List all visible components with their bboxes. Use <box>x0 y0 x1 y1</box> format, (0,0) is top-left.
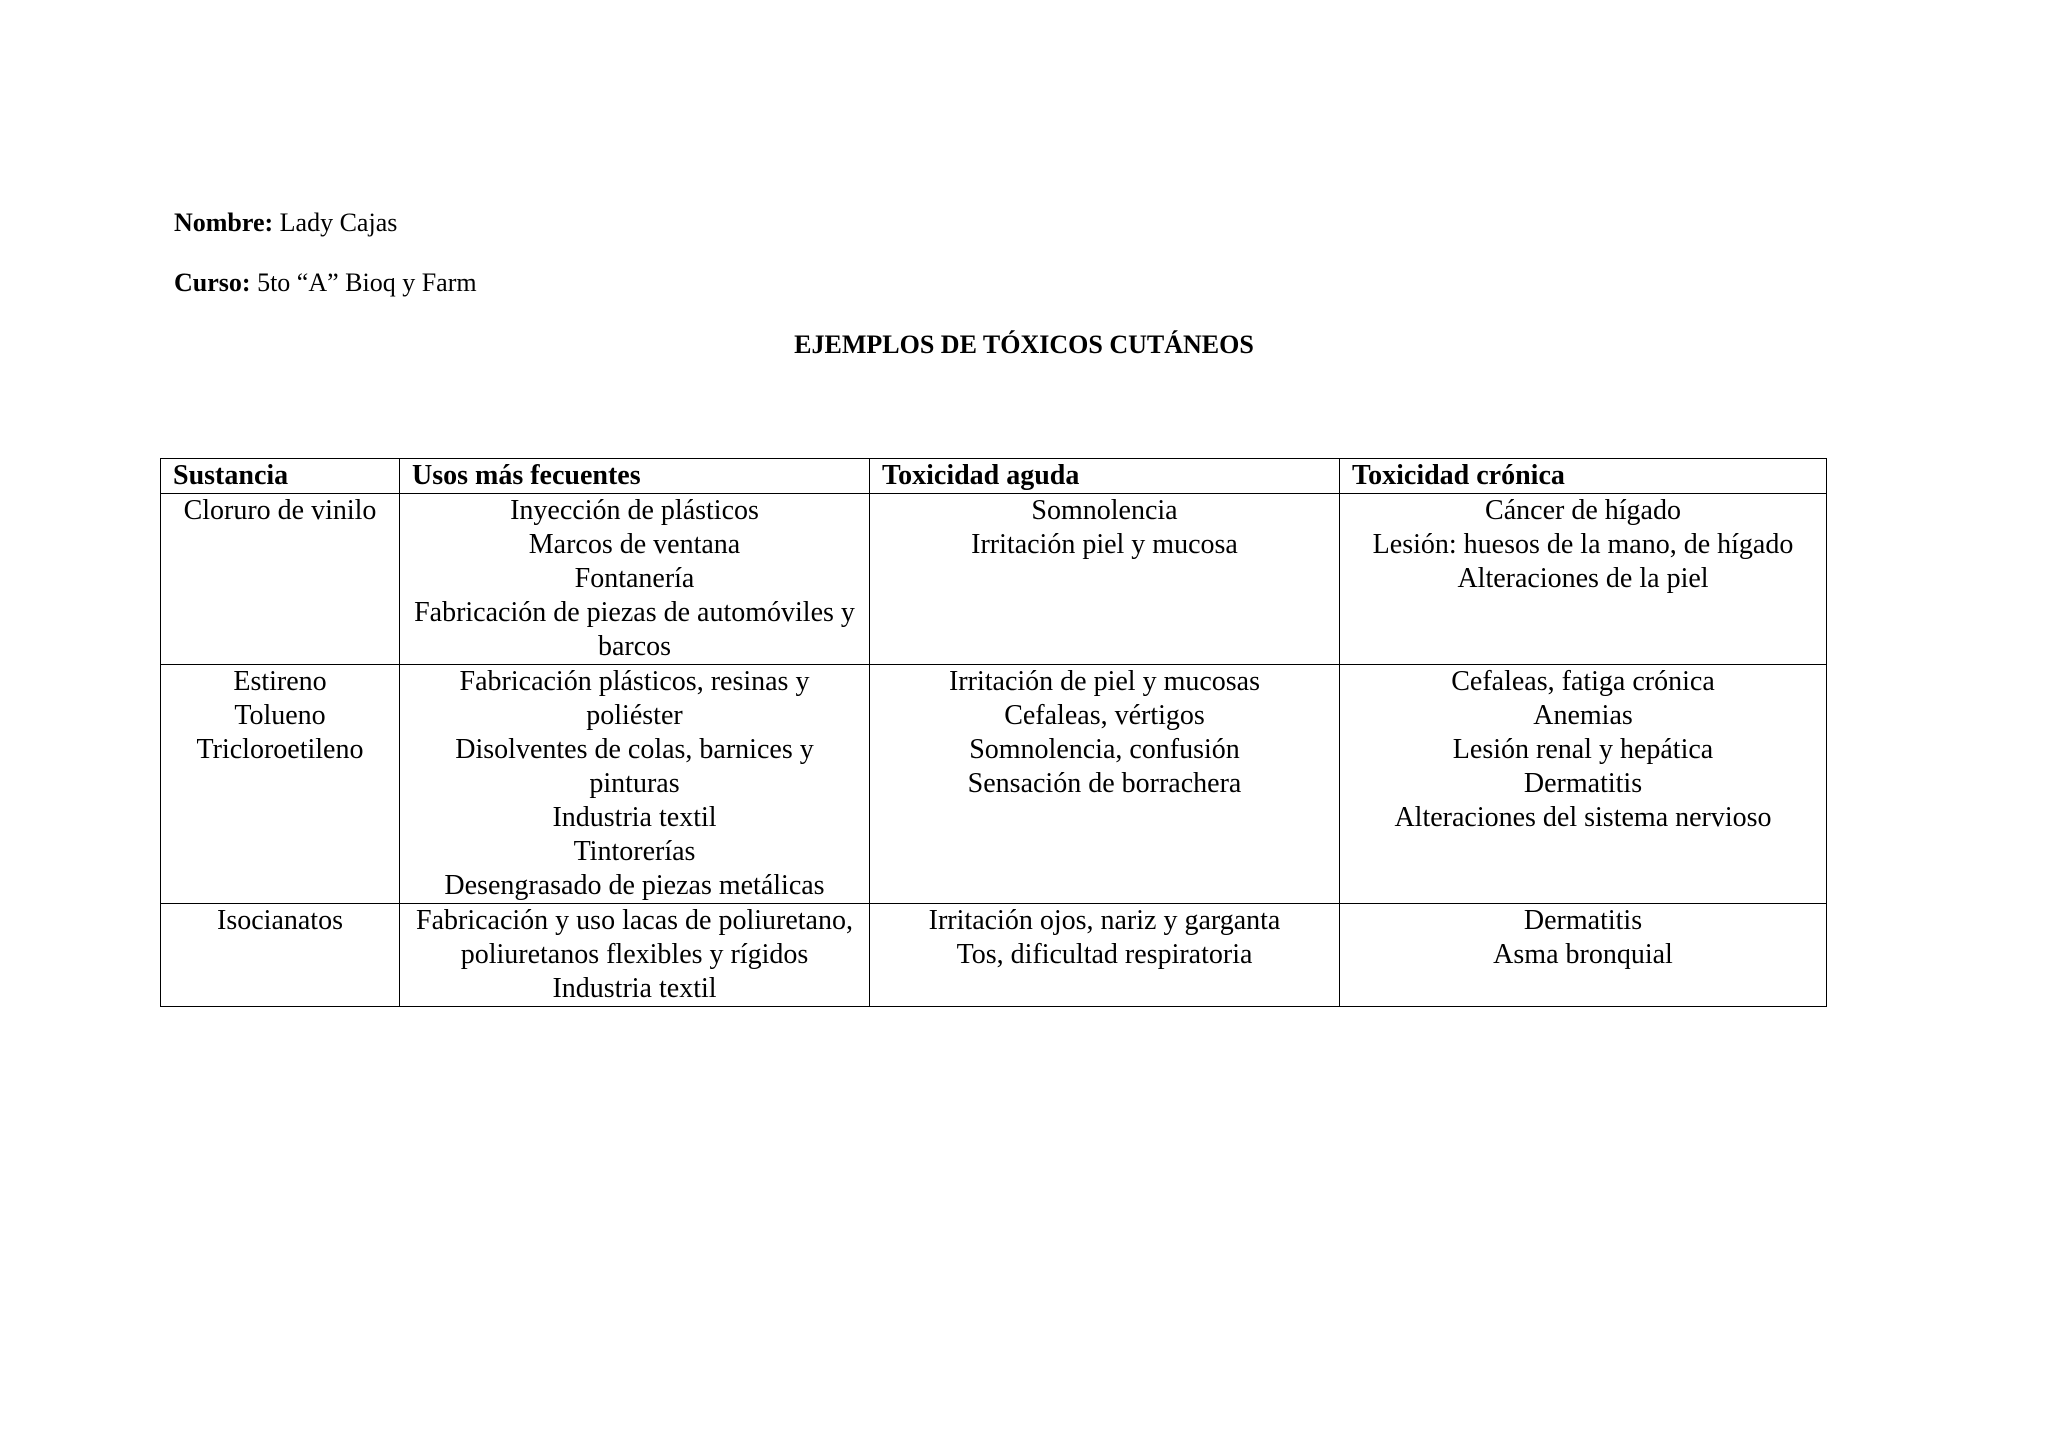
cell-text-line: Alteraciones de la piel <box>1457 563 1709 594</box>
nombre-value: Lady Cajas <box>273 208 398 237</box>
cell-text-line: Tos, dificultad respiratoria <box>956 939 1253 970</box>
cell-text-line: Tolueno <box>234 700 326 731</box>
cell-toxicidad-aguda <box>870 904 1340 1007</box>
cell-text-line: Marcos de ventana <box>528 529 741 560</box>
cell-text-line: Tintorerías <box>573 836 696 867</box>
table-row <box>161 904 1827 1007</box>
cell-text-line: Fabricación y uso lacas de poliuretano, poliuretanos flexibles y rígidos <box>416 905 853 970</box>
cell-text-line: Dermatitis <box>1523 905 1643 936</box>
table-row <box>161 494 1827 665</box>
cell-sustancia <box>161 494 400 665</box>
cell-toxicidad-aguda <box>870 494 1340 665</box>
cell-text-line: Lesión: huesos de la mano, de hígado <box>1372 529 1794 560</box>
cell-text-line: Sensación de borrachera <box>967 768 1242 799</box>
cell-text-line: Cefaleas, fatiga crónica <box>1451 666 1715 697</box>
cell-sustancia <box>161 665 400 904</box>
cell-usos <box>400 904 870 1007</box>
cell-text-line: Irritación piel y mucosa <box>971 529 1238 560</box>
cell-text-line: Fontanería <box>574 563 695 594</box>
table-header-row <box>161 459 1827 494</box>
cell-text-line: Cloruro de vinilo <box>183 495 377 526</box>
cell-text-line: Alteraciones del sistema nervioso <box>1394 802 1772 833</box>
cell-text-line: Irritación de piel y mucosas <box>948 666 1260 697</box>
cell-text-line: Asma bronquial <box>1493 939 1673 970</box>
column-header-usos: Usos más fecuentes <box>400 459 870 494</box>
cell-text-line: Inyección de plásticos <box>510 495 759 526</box>
cell-text-line: Somnolencia, confusión <box>969 734 1240 765</box>
curso-value: 5to “A” Bioq y Farm <box>250 268 477 297</box>
cell-toxicidad-cronica <box>1340 494 1827 665</box>
cell-text-line: Fabricación plásticos, resinas y poliéster <box>459 666 810 731</box>
cell-text-line: Cáncer de hígado <box>1485 495 1681 526</box>
toxics-table <box>160 458 1827 1007</box>
cell-text-line: Industria textil <box>552 973 717 1004</box>
column-header-toxicidad-aguda: Toxicidad aguda <box>870 459 1340 494</box>
cell-text-line: Dermatitis <box>1523 768 1643 799</box>
document-title: EJEMPLOS DE TÓXICOS CUTÁNEOS <box>794 330 1254 359</box>
cell-text-line: Estireno <box>233 666 327 697</box>
cell-text-line: Disolventes de colas, barnices y pinturas <box>455 734 814 799</box>
column-header-sustancia: Sustancia <box>161 459 400 494</box>
curso-label: Curso: <box>174 268 251 297</box>
cell-text-line: Somnolencia <box>1031 495 1178 526</box>
cell-text-line: Isocianatos <box>217 905 343 936</box>
cell-sustancia <box>161 904 400 1007</box>
cell-text-line: Irritación ojos, nariz y garganta <box>928 905 1281 936</box>
cell-text-line: Lesión renal y hepática <box>1452 734 1714 765</box>
cell-text-line: Tricloroetileno <box>196 734 364 765</box>
nombre-label: Nombre: <box>174 208 274 237</box>
cell-text-line: Anemias <box>1533 700 1633 731</box>
column-header-toxicidad-cronica: Toxicidad crónica <box>1340 459 1827 494</box>
cell-toxicidad-aguda <box>870 665 1340 904</box>
cell-text-line: Industria textil <box>552 802 717 833</box>
cell-text-line: Cefaleas, vértigos <box>1004 700 1205 731</box>
cell-toxicidad-cronica <box>1340 665 1827 904</box>
cell-text-line: Fabricación de piezas de automóviles y barcos <box>414 597 855 662</box>
cell-toxicidad-cronica <box>1340 904 1827 1007</box>
curso-line <box>174 268 477 298</box>
nombre-line <box>174 208 397 238</box>
cell-usos <box>400 494 870 665</box>
cell-text-line: Desengrasado de piezas metálicas <box>444 870 825 901</box>
cell-usos <box>400 665 870 904</box>
table-row <box>161 665 1827 904</box>
table-body <box>161 494 1827 1007</box>
